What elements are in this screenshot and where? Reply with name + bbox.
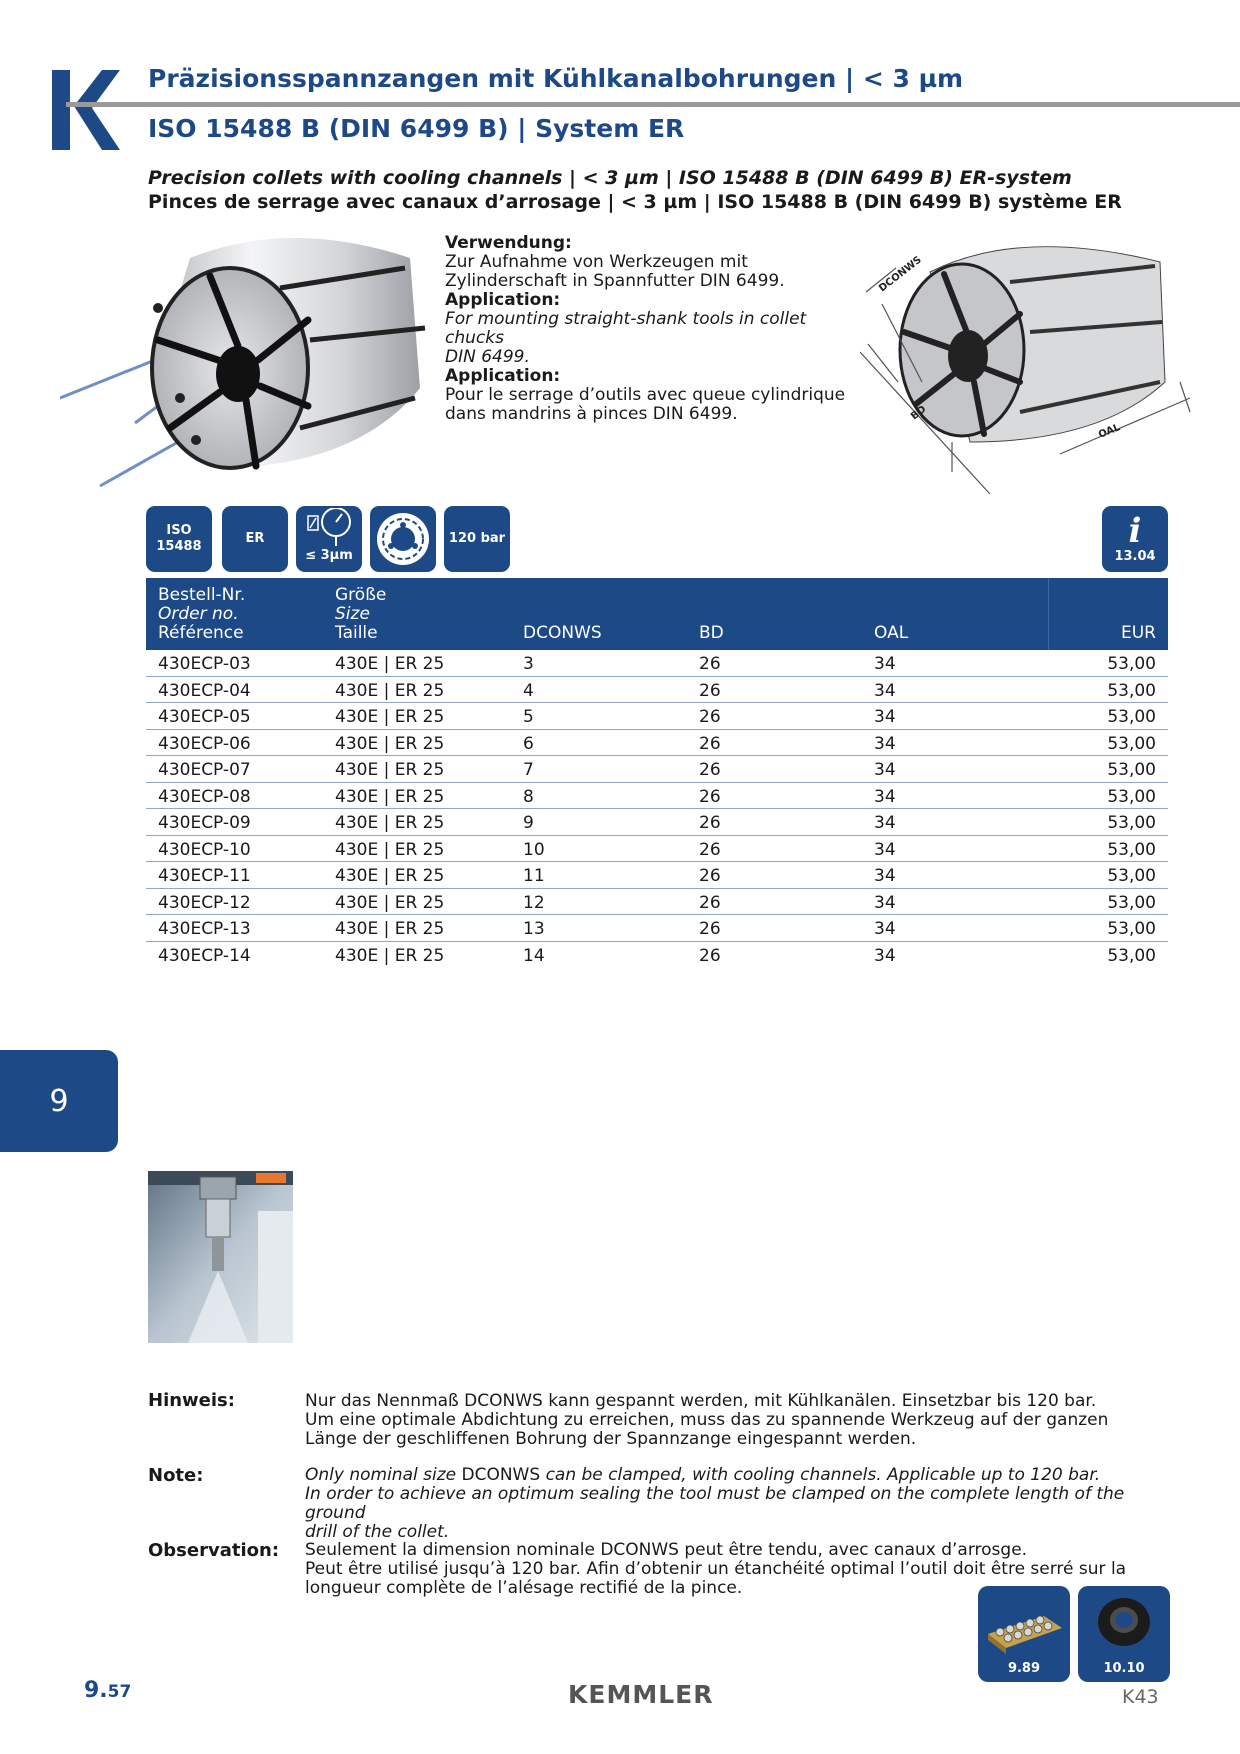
machining-coolant-photo — [148, 1171, 293, 1343]
cell-oal: 34 — [874, 760, 896, 780]
usage-heading-en: Application: — [445, 290, 561, 310]
table-row[interactable] — [146, 650, 1168, 677]
info-badge-ref: 13.04 — [1114, 549, 1156, 564]
drawing-label-dconws: DCONWS — [877, 254, 924, 295]
cell-order-no: 430ECP-12 — [158, 892, 251, 913]
cell-oal: 34 — [874, 707, 896, 727]
header-rule — [66, 102, 1240, 107]
cell-size: 430E | ER 25 — [335, 733, 445, 754]
cell-size: 430E | ER 25 — [335, 839, 445, 860]
usage-text-en-1: For mounting straight-shank tools in collet chucks — [445, 309, 807, 348]
cell-dconws: 13 — [523, 919, 545, 939]
cell-bd: 26 — [699, 680, 721, 701]
cell-dconws: 8 — [523, 786, 534, 807]
cell-bd: 26 — [699, 892, 721, 913]
note-en-line3: drill of the collet. — [305, 1522, 450, 1542]
er-badge — [222, 506, 288, 572]
table-row[interactable] — [146, 783, 1168, 810]
page-number — [84, 1678, 131, 1703]
usage-heading-de: Verwendung: — [445, 233, 572, 253]
cell-oal: 34 — [874, 786, 896, 807]
note-en-line2: In order to achieve an optimum sealing the tool must be clamped on the complete length of the ground — [305, 1484, 1125, 1523]
coolant-channel-icon — [375, 511, 431, 567]
cell-oal: 34 — [874, 892, 896, 913]
pressure-badge — [444, 506, 510, 572]
note-text-en — [305, 1466, 1165, 1542]
table-row[interactable] — [146, 730, 1168, 757]
cell-bd: 26 — [699, 919, 721, 939]
note-de-line3: Länge der geschliffenen Bohrung der Spannzange eingespannt werden. — [305, 1429, 917, 1449]
section-tab[interactable]: 9 — [0, 1050, 118, 1152]
brand-name: KEMMLER — [568, 1680, 714, 1709]
cell-eur: 53,00 — [1107, 839, 1156, 860]
note-en-line1a: Only nominal size — [305, 1465, 462, 1485]
cell-order-no: 430ECP-08 — [158, 786, 251, 807]
iso-badge-line1: ISO — [166, 523, 192, 538]
cell-eur: 53,00 — [1107, 707, 1156, 727]
page-number-minor: 57 — [107, 1682, 132, 1702]
cell-order-no: 430ECP-14 — [158, 945, 251, 966]
cell-bd: 26 — [699, 733, 721, 754]
page-title: Präzisionsspannzangen mit Kühlkanalbohrungen | < 3 µm — [148, 64, 964, 93]
iso-badge-line2: 15488 — [156, 539, 202, 554]
header-dconws: DCONWS — [523, 623, 602, 643]
kemmler-logo-icon — [52, 70, 120, 150]
cell-order-no: 430ECP-03 — [158, 654, 251, 674]
cooling-channel-badge — [370, 506, 436, 572]
table-header — [146, 578, 1168, 650]
header-order-en: Order no. — [158, 604, 239, 624]
cell-oal: 34 — [874, 866, 896, 886]
header-eur: EUR — [1121, 623, 1156, 643]
cell-eur: 53,00 — [1107, 813, 1156, 833]
cell-dconws: 11 — [523, 866, 545, 886]
cell-order-no: 430ECP-07 — [158, 760, 251, 780]
cell-eur: 53,00 — [1107, 866, 1156, 886]
runout-badge — [296, 506, 362, 572]
cell-eur: 53,00 — [1107, 680, 1156, 701]
subtitle-french: Pinces de serrage avec canaux d’arrosage | < 3 µm | ISO 15488 B (DIN 6499 B) système ER — [148, 191, 1122, 213]
note-label-de: Hinweis: — [148, 1390, 235, 1411]
cell-order-no: 430ECP-05 — [158, 707, 251, 727]
header-size-de: Größe — [335, 585, 387, 605]
table-row[interactable] — [146, 836, 1168, 863]
table-row[interactable] — [146, 677, 1168, 704]
collet-dimension-drawing — [860, 232, 1210, 494]
cell-eur: 53,00 — [1107, 733, 1156, 754]
cell-eur: 53,00 — [1107, 945, 1156, 966]
cell-bd: 26 — [699, 654, 721, 674]
cell-oal: 34 — [874, 654, 896, 674]
cell-oal: 34 — [874, 945, 896, 966]
iso-badge — [146, 506, 212, 572]
cell-order-no: 430ECP-06 — [158, 733, 251, 754]
cell-bd: 26 — [699, 839, 721, 860]
ref-left-label: 9.89 — [1007, 1661, 1041, 1676]
cell-dconws: 14 — [523, 945, 545, 966]
ref-box-collet-holder[interactable] — [978, 1586, 1070, 1682]
usage-text-fr-2: dans mandrins à pinces DIN 6499. — [445, 404, 738, 424]
header-order-de: Bestell-Nr. — [158, 585, 246, 605]
cell-oal: 34 — [874, 919, 896, 939]
runout-badge-label: ≤ 3µm — [305, 548, 353, 563]
note-fr-line1: Seulement la dimension nominale DCONWS peut être tendu, avec canaux d’arrosge. — [305, 1540, 1028, 1560]
cell-size: 430E | ER 25 — [335, 654, 445, 674]
cell-eur: 53,00 — [1107, 892, 1156, 913]
cell-bd: 26 — [699, 866, 721, 886]
cell-bd: 26 — [699, 945, 721, 966]
note-text-de — [305, 1392, 1165, 1449]
info-icon: i — [1128, 511, 1142, 551]
dial-gauge-icon — [302, 508, 358, 548]
note-de-line1: Nur das Nennmaß DCONWS kann gespannt werden, mit Kühlkanälen. Einsetzbar bis 120 bar. — [305, 1391, 1097, 1411]
cell-dconws: 7 — [523, 760, 534, 780]
header-order-fr: Référence — [158, 623, 244, 643]
cell-size: 430E | ER 25 — [335, 707, 445, 727]
usage-text-de-2: Zylinderschaft in Spannfutter DIN 6499. — [445, 271, 785, 291]
header-divider — [1048, 578, 1049, 650]
cell-dconws: 9 — [523, 813, 534, 833]
note-de-line2: Um eine optimale Abdichtung zu erreichen, muss das zu spannende Werkzeug auf der ganzen — [305, 1410, 1109, 1430]
cell-bd: 26 — [699, 813, 721, 833]
cell-eur: 53,00 — [1107, 760, 1156, 780]
info-badge[interactable] — [1102, 506, 1168, 572]
clamping-nut-icon — [1088, 1592, 1160, 1656]
cell-bd: 26 — [699, 786, 721, 807]
usage-text-de-1: Zur Aufnahme von Werkzeugen mit — [445, 252, 748, 272]
cell-bd: 26 — [699, 760, 721, 780]
cell-oal: 34 — [874, 813, 896, 833]
drawing-label-bd: BD — [909, 403, 929, 423]
header-size-fr: Taille — [335, 623, 378, 643]
cell-dconws: 10 — [523, 839, 545, 860]
cell-size: 430E | ER 25 — [335, 866, 445, 886]
usage-description — [445, 234, 865, 424]
usage-text-fr-1: Pour le serrage d’outils avec queue cylindrique — [445, 385, 846, 405]
note-label-fr: Observation: — [148, 1540, 280, 1561]
cell-order-no: 430ECP-09 — [158, 813, 251, 833]
cell-oal: 34 — [874, 680, 896, 701]
subtitle-english: Precision collets with cooling channels | < 3 µm | ISO 15488 B (DIN 6499 B) ER-system — [148, 167, 1072, 189]
drawing-label-oal: OAL — [1097, 422, 1122, 441]
table-row[interactable] — [146, 756, 1168, 783]
cell-size: 430E | ER 25 — [335, 680, 445, 701]
header-size — [335, 586, 386, 643]
header-bd: BD — [699, 623, 724, 643]
cell-order-no: 430ECP-10 — [158, 839, 251, 860]
cell-dconws: 3 — [523, 654, 534, 674]
cell-size: 430E | ER 25 — [335, 786, 445, 807]
header-oal: OAL — [874, 623, 909, 643]
header-size-en: Size — [335, 604, 370, 624]
note-en-line1c: can be clamped, with cooling channels. Applicable up to 120 bar. — [540, 1465, 1101, 1485]
table-row[interactable] — [146, 809, 1168, 836]
cell-oal: 34 — [874, 839, 896, 860]
ref-right-label: 10.10 — [1103, 1661, 1145, 1676]
cell-order-no: 430ECP-11 — [158, 866, 251, 886]
cell-eur: 53,00 — [1107, 919, 1156, 939]
usage-text-en-2: DIN 6499. — [445, 347, 530, 367]
cell-order-no: 430ECP-04 — [158, 680, 251, 701]
page-number-major: 9. — [84, 1678, 108, 1703]
cell-size: 430E | ER 25 — [335, 892, 445, 913]
cell-oal: 34 — [874, 733, 896, 754]
collet-rack-icon — [984, 1592, 1064, 1658]
er-badge-label: ER — [245, 531, 265, 546]
collet-product-photo — [60, 228, 430, 498]
cell-size: 430E | ER 25 — [335, 945, 445, 966]
cell-dconws: 5 — [523, 707, 534, 727]
cell-size: 430E | ER 25 — [335, 760, 445, 780]
table-row[interactable] — [146, 889, 1168, 916]
note-en-line1b: DCONWS — [461, 1465, 541, 1485]
page-subtitle: ISO 15488 B (DIN 6499 B) | System ER — [148, 114, 685, 143]
note-fr-line3: longueur complète de l’alésage rectifié de la pince. — [305, 1578, 743, 1598]
note-fr-line2: Peut être utilisé jusqu’à 120 bar. Afin d’obtenir un étanchéité optimal l’outil doit être serré sur la — [305, 1559, 1127, 1579]
pressure-badge-label: 120 bar — [448, 531, 506, 546]
ref-box-clamping-nut[interactable] — [1078, 1586, 1170, 1682]
header-order-no — [158, 586, 245, 643]
cell-size: 430E | ER 25 — [335, 919, 445, 939]
cell-eur: 53,00 — [1107, 786, 1156, 807]
cell-order-no: 430ECP-13 — [158, 919, 251, 939]
table-row[interactable] — [146, 942, 1168, 969]
note-label-en: Note: — [148, 1465, 204, 1486]
page-code: K43 — [1122, 1686, 1159, 1708]
product-table-body — [146, 650, 1168, 968]
table-row[interactable] — [146, 862, 1168, 889]
cell-eur: 53,00 — [1107, 654, 1156, 674]
cell-size: 430E | ER 25 — [335, 813, 445, 833]
cell-dconws: 4 — [523, 680, 534, 701]
cell-dconws: 6 — [523, 733, 534, 754]
usage-heading-fr: Application: — [445, 366, 561, 386]
cell-bd: 26 — [699, 707, 721, 727]
table-row[interactable] — [146, 703, 1168, 730]
cell-dconws: 12 — [523, 892, 545, 913]
note-en-line1 — [305, 1466, 1165, 1485]
table-row[interactable] — [146, 915, 1168, 942]
